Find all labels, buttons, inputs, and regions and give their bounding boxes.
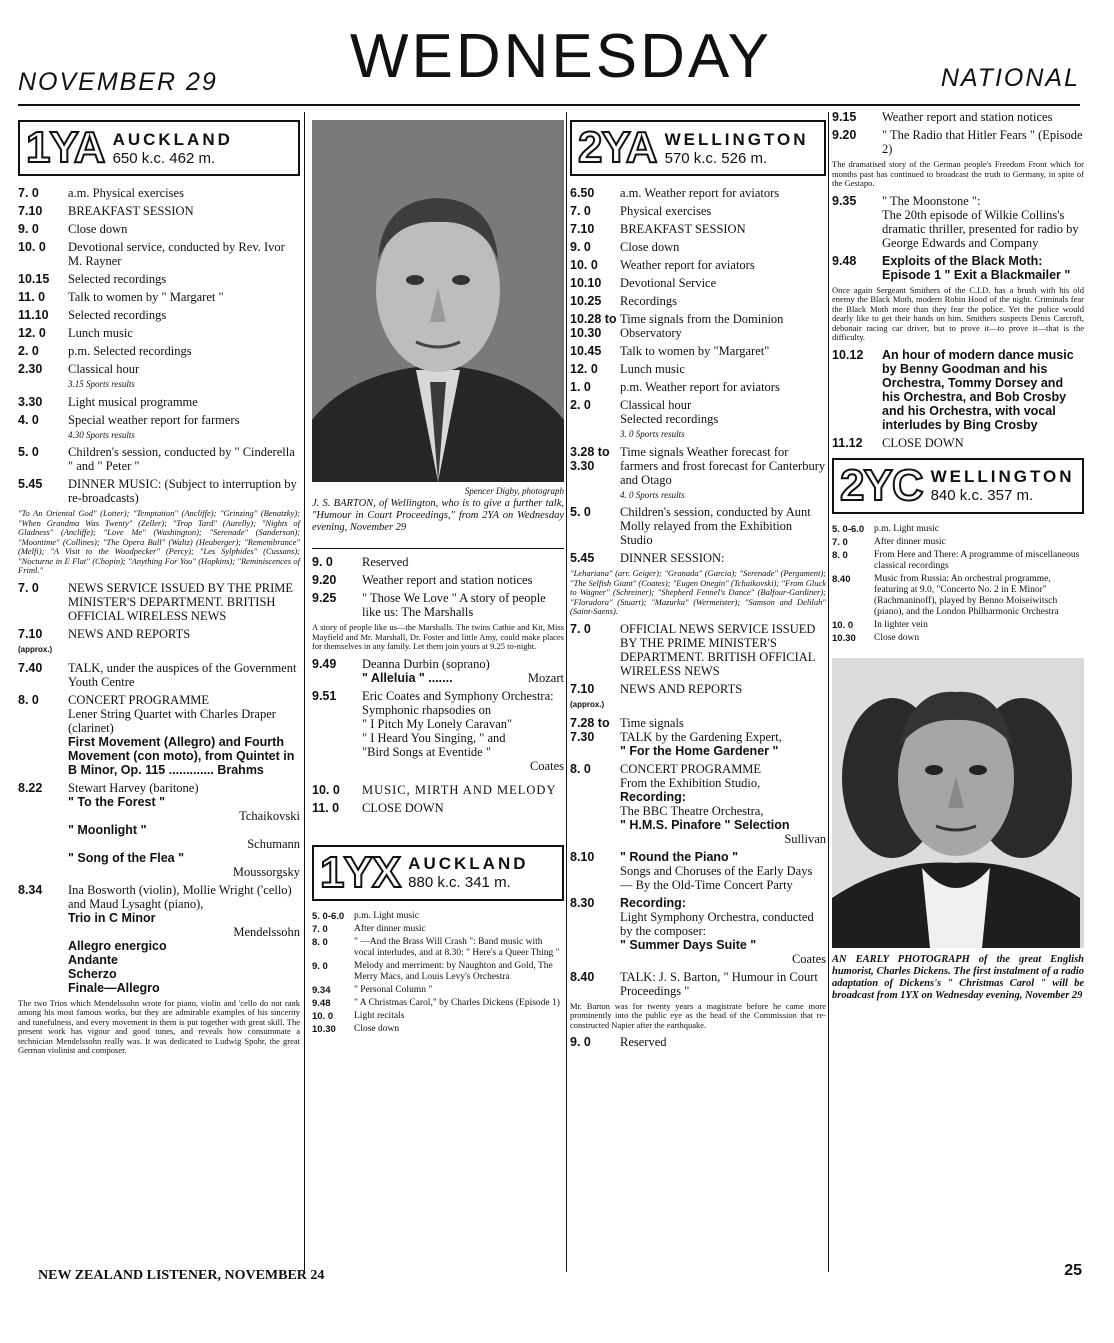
entry-time: 5. 0 bbox=[18, 445, 39, 459]
schedule-entry bbox=[18, 395, 300, 409]
entry-description: Close down bbox=[874, 632, 920, 643]
entry-time: 9.34 bbox=[312, 984, 331, 996]
schedule-entry: 8.30 Recording: Light Symphony Orchestra, conducted by the composer: " Summer Days Suite " Coates bbox=[570, 895, 826, 966]
entry-time: 9.25 bbox=[312, 591, 337, 605]
footer-publication: NEW ZEALAND LISTENER, NOVEMBER 24 bbox=[38, 1268, 325, 1283]
station-banner-2ya bbox=[570, 120, 826, 176]
station-frequency: 840 k.c. 357 m. bbox=[930, 487, 1034, 504]
entry-time: 11. 0 bbox=[18, 290, 46, 304]
entry-time: 9.20 bbox=[312, 573, 337, 587]
schedule-entry bbox=[570, 276, 826, 290]
entry-time: 10. 0 bbox=[570, 258, 598, 272]
entry-description: After dinner music bbox=[874, 536, 946, 547]
column-divider bbox=[304, 112, 305, 1272]
column-2ya bbox=[570, 112, 826, 1053]
schedule-entry bbox=[312, 591, 564, 619]
entry-description: Talk to women by " Margaret " bbox=[68, 290, 224, 304]
schedule-entry: 7.10 (approx.) NEWS AND REPORTS bbox=[18, 626, 191, 654]
schedule-entry: 7.40 TALK, under the auspices of the Government Youth Centre bbox=[18, 660, 297, 689]
schedule-entry: 9.49 Deanna Durbin (soprano) " Alleluia " ....... Mozart bbox=[312, 656, 564, 685]
header-day: WEDNESDAY bbox=[350, 22, 773, 91]
schedule-entry bbox=[570, 551, 826, 565]
schedule-entry bbox=[312, 1011, 564, 1022]
schedule-entry: 7. 0 OFFICIAL NEWS SERVICE ISSUED BY THE PRIME MINISTER'S DEPARTMENT. BRITISH OFFICIAL WIRELESS NEWS bbox=[570, 621, 816, 678]
entry-time: 10. 0 bbox=[18, 240, 46, 254]
entry-description: " A Christmas Carol," by Charles Dickens (Episode 1) bbox=[354, 997, 560, 1008]
header-date: NOVEMBER 29 bbox=[18, 68, 218, 96]
schedule-entry bbox=[18, 222, 300, 236]
schedule-entry bbox=[18, 477, 300, 505]
entry-description: " The Radio that Hitler Fears " (Episode 2) bbox=[882, 128, 1083, 156]
trio-note: The two Trios which Mendelssohn wrote for piano, violin and 'cello do not rank among his most famous works, but they are admirable examples of his sincerity and tunefulness, and every movement in them is put together with great skill. The present work has vigour and good tunes, and reveals how consummate a technician Mendelssohn really was. It was dedicated to Ludwig Spohr, the great German violinist and composer. bbox=[18, 997, 300, 1055]
schedule-entry: 7.28 to 7.30 Time signals TALK by the Gardening Expert, " For the Home Gardener " bbox=[570, 715, 782, 758]
entry-description: Weather report and station notices bbox=[362, 573, 533, 587]
schedule-entry bbox=[570, 240, 826, 254]
entry-description: Light musical programme bbox=[68, 394, 198, 409]
station-call-sign: 2YA bbox=[578, 123, 657, 172]
schedule-entry bbox=[832, 633, 1084, 644]
station-frequency: 650 k.c. 462 m. bbox=[112, 149, 216, 167]
entry-description: Close down bbox=[620, 240, 680, 254]
entry-description: Reserved bbox=[362, 555, 409, 569]
entry-description: p.m. Selected recordings bbox=[68, 344, 192, 358]
photo-credit: Spencer Digby, photograph bbox=[464, 486, 564, 496]
entry-time: 1. 0 bbox=[570, 380, 591, 394]
dinner-music-note: "To An Oriental God" (Lotter); "Temptation" (Ancliffe); "Grinzing" (Benatzky); "When Grandma Was Twenty" (Zeller); "Trop Tard" (Aurelly); "Nights of Gladness" (Ancliffe); "Love Me" (Washington); "Serenade" (Sanderson); "Moontime" (Collines); "The Opera Ball" (Waltz) (Heuberger); "Remembrance" (Melfi); "A Visit to the Woodpecker" (Percy); "Les Sylphides" (Cussans); "Nocturne in E Flat" (Chopin); "Anything For You" (Hopkins); "Reminiscences of Friml." bbox=[18, 508, 300, 575]
schedule-entry bbox=[312, 985, 564, 996]
entry-time: 2. 0 bbox=[18, 344, 39, 358]
entry-description: Selected recordings bbox=[68, 308, 167, 322]
schedule-entry: 9.51 Eric Coates and Symphony Orchestra: Symphonic rhapsodies on " I Pitch My Lonely Caravan" " I Heard You Singing, " and "Bird Songs at Eventide " Coates bbox=[312, 688, 564, 773]
header-network: NATIONAL bbox=[940, 64, 1080, 92]
entry-time: 8.40 bbox=[832, 573, 851, 585]
radio-hitler-note: The dramatised story of the German people's Freedom Front which for months past has continued to broadcast the truth to Germany, in spite of the Gestapo. bbox=[832, 159, 1084, 188]
schedule-entry bbox=[312, 924, 564, 935]
entry-time: 9.15 bbox=[832, 110, 857, 124]
entry-time: 10.30 bbox=[312, 1023, 336, 1035]
schedule-entry: 8. 0 CONCERT PROGRAMME From the Exhibition Studio, Recording: The BBC Theatre Orchestra, " H.M.S. Pinafore " Selection Sullivan bbox=[570, 761, 826, 846]
entry-description: a.m. Physical exercises bbox=[68, 186, 184, 200]
schedule-entry bbox=[570, 294, 826, 308]
schedule-entry bbox=[18, 240, 300, 268]
barton-note: Mr. Barton was for twenty years a magistrate before he came more prominently into the public eye as the head of the Commission that re-constructed Napier after the earthquake. bbox=[570, 1000, 826, 1030]
entry-description: p.m. Weather report for aviators bbox=[620, 380, 780, 394]
entry-time: 10. 0 bbox=[312, 1010, 334, 1022]
schedule-entry: 9.35 " The Moonstone ": The 20th episode of Wilkie Collins's dramatic thriller, presented for radio by George Edwards and Company bbox=[832, 193, 1079, 250]
schedule-entry bbox=[832, 128, 1084, 156]
entry-time: 10. 0 bbox=[832, 619, 854, 631]
schedule-list bbox=[312, 911, 564, 1035]
station-banner-1ya bbox=[18, 120, 300, 176]
photo-caption: AN EARLY PHOTOGRAPH of the great English humorist, Charles Dickens. The first instalment of a radio adaptation of Dickens's " Christmas Carol " will be broadcast from 1YX on Wednesday evening, November 29 bbox=[832, 953, 1084, 1001]
page-number: 25 bbox=[1064, 1262, 1082, 1279]
schedule-entry bbox=[832, 524, 1084, 535]
entry-time: 7.10 bbox=[18, 204, 43, 218]
schedule-entry bbox=[832, 537, 1084, 548]
entry-time: 3.30 bbox=[18, 394, 43, 409]
schedule-entry bbox=[570, 398, 826, 426]
entry-description: Close down bbox=[68, 222, 128, 236]
entry-description: Physical exercises bbox=[620, 204, 712, 218]
entry-description: Time signals from the Dominion Observatory bbox=[620, 312, 784, 340]
station-call-sign: 1YA bbox=[26, 123, 105, 172]
column-divider bbox=[566, 112, 567, 1272]
dickens-illustration bbox=[832, 658, 1080, 948]
schedule-entry bbox=[18, 204, 300, 218]
schedule-entry bbox=[18, 272, 300, 286]
schedule-entry bbox=[570, 312, 826, 340]
entry-time: 4. 0 bbox=[18, 412, 39, 427]
black-moth-note: Once again Sergeant Smithers of the C.I.D. has a brush with his old enemy the Black Moth, modern Robin Hood of the night. Criminals fear the Black Moth more than they fear the police. Yet the police would dearly like to get their hands on him. Smithers suspects Denis Carcroft, debonair racing car driver, but to prove it—to prove it—that is the difficulty. bbox=[832, 284, 1084, 342]
schedule-list bbox=[18, 186, 300, 505]
schedule-list bbox=[832, 524, 1084, 644]
entry-description: " —And the Brass Will Crash ": Band music with vocal interludes, and at 8.30: " Here's a Queer Thing " bbox=[354, 936, 560, 958]
entry-description: BREAKFAST SESSION bbox=[620, 222, 746, 236]
schedule-list bbox=[312, 555, 564, 619]
entry-description: Close down bbox=[354, 1023, 400, 1034]
entry-description: BREAKFAST SESSION bbox=[68, 204, 194, 218]
schedule-entry: 10.12 An hour of modern dance music by Benny Goodman and his Orchestra, Tommy Dorsey and his Orchestra, and Bob Crosby and his Orchestra, with vocal interludes by Bing Crosby bbox=[832, 347, 1074, 432]
station-call-sign: 1YX bbox=[320, 847, 401, 897]
schedule-entry: 11. 0 CLOSE DOWN bbox=[312, 800, 444, 815]
schedule-entry bbox=[18, 362, 300, 376]
entry-time: 12. 0 bbox=[18, 326, 46, 340]
schedule-entry bbox=[570, 258, 826, 272]
schedule-entry bbox=[18, 326, 300, 340]
entry-note: 4. 0 Sports results bbox=[620, 489, 685, 500]
schedule-entry bbox=[312, 555, 564, 569]
station-city: AUCKLAND bbox=[112, 129, 233, 149]
header-rule bbox=[18, 104, 1080, 106]
station-frequency: 880 k.c. 341 m. bbox=[408, 874, 511, 891]
schedule-entry bbox=[18, 413, 300, 427]
schedule-entry: 8.22 Stewart Harvey (baritone) " To the Forest " Tchaikovski " Moonlight " Schumann " Song of the Flea " Moussorgsky bbox=[18, 780, 300, 879]
schedule-entry: 8. 0 CONCERT PROGRAMME Lener String Quartet with Charles Draper (clarinet) First Movement (Allegro) and Fourth Movement (con moto), from Quintet in B Minor, Op. 115 ............. Brahms bbox=[18, 692, 295, 777]
schedule-entry: 10. 0 MUSIC, MIRTH AND MELODY bbox=[312, 782, 557, 797]
entry-time: 7. 0 bbox=[312, 923, 328, 935]
entry-time: 3.28 to 3.30 bbox=[570, 444, 610, 473]
marshalls-note: A story of people like us—the Marshalls. The twins Cathie and Kit, Miss Mayfield and Mr. Marshall, Dr. Foster and little Amy, could make places for themselves in any family. Let them join yours at 9.25 to-night. bbox=[312, 622, 564, 651]
schedule-entry bbox=[18, 445, 300, 473]
entry-time: 9. 0 bbox=[312, 555, 333, 569]
schedule-entry: 8.10 " Round the Piano " Songs and Choruses of the Early Days — By the Old-Time Concert Party bbox=[570, 849, 813, 892]
entry-description: Children's session, conducted by Aunt Molly relayed from the Exhibition Studio bbox=[620, 505, 811, 547]
schedule-entry: 9. 0 Reserved bbox=[570, 1035, 667, 1049]
column-4 bbox=[832, 108, 1084, 1002]
schedule-entry bbox=[312, 998, 564, 1009]
station-banner-1yx bbox=[312, 845, 564, 901]
entry-description: Melody and merriment: by Naughton and Gold, The Merry Macs, and Louis Levy's Orchestra bbox=[354, 960, 553, 982]
schedule-entry bbox=[312, 937, 564, 959]
entry-time: 7. 0 bbox=[18, 186, 39, 200]
portrait-illustration bbox=[312, 120, 564, 482]
entry-description: Children's session, conducted by " Cinderella " and " Peter " bbox=[68, 445, 295, 473]
entry-description: Devotional Service bbox=[620, 276, 717, 290]
entry-description: Light recitals bbox=[354, 1010, 405, 1021]
entry-time: 9.48 bbox=[312, 997, 331, 1009]
entry-description: Talk to women by "Margaret" bbox=[620, 344, 770, 358]
entry-time: 6.50 bbox=[570, 186, 595, 200]
schedule-entry: 7.10 (approx.) NEWS AND REPORTS bbox=[570, 681, 743, 709]
station-city: WELLINGTON bbox=[664, 129, 809, 149]
entry-description: From Here and There: A programme of miscellaneous classical recordings bbox=[874, 549, 1080, 571]
station-frequency: 570 k.c. 526 m. bbox=[664, 149, 768, 167]
portrait-photo-barton bbox=[312, 120, 564, 482]
station-city: AUCKLAND bbox=[408, 854, 529, 873]
entry-description: Recordings bbox=[620, 294, 677, 308]
entry-description: Music from Russia: An orchestral programme, featuring at 9.0, "Concerto No. 2 in E Minor" (Rachmaninoff), played by Benno Moiseiwitsch (piano), and the London Philharmonic Orchestra bbox=[874, 573, 1059, 617]
schedule-entry bbox=[312, 961, 564, 983]
entry-time: 8. 0 bbox=[832, 549, 848, 561]
entry-note: 3.15 Sports results bbox=[68, 379, 135, 389]
entry-time: 10.15 bbox=[18, 272, 50, 286]
entry-time: 10.45 bbox=[570, 344, 602, 358]
schedule-entry bbox=[832, 110, 1084, 124]
schedule-entry bbox=[570, 204, 826, 218]
schedule-entry bbox=[18, 186, 300, 200]
schedule-entry bbox=[570, 186, 826, 200]
portrait-photo-dickens bbox=[832, 658, 1084, 948]
entry-time: 7. 0 bbox=[832, 536, 848, 548]
schedule-entry: 7. 0 NEWS SERVICE ISSUED BY THE PRIME MINISTER'S DEPARTMENT. BRITISH OFFICIAL WIRELESS NEWS bbox=[18, 580, 294, 623]
entry-time: 9.20 bbox=[832, 128, 857, 142]
schedule-entry bbox=[832, 620, 1084, 631]
station-city: WELLINGTON bbox=[930, 467, 1075, 486]
entry-time: 5.45 bbox=[570, 551, 595, 565]
schedule-entry: 8.34 Ina Bosworth (violin), Mollie Wright ('cello) and Maud Lysaght (piano), Trio in C Minor Mendelssohn Allegro energico Andante Scherzo Finale—Allegro bbox=[18, 882, 300, 995]
entry-description: Classical hour Selected recordings bbox=[620, 398, 719, 426]
entry-description: Lunch music bbox=[68, 326, 133, 340]
schedule-entry bbox=[570, 445, 826, 487]
schedule-entry: 11.12 CLOSE DOWN bbox=[832, 435, 964, 450]
schedule-entry bbox=[570, 505, 826, 547]
entry-description: DINNER SESSION: bbox=[620, 551, 725, 565]
schedule-entry bbox=[570, 380, 826, 394]
photo-caption: J. S. BARTON, of Wellington, who is to give a further talk, "Humour in Court Proceedings," from 2YA on Wednesday evening, November 29 bbox=[312, 498, 564, 533]
schedule-entry bbox=[570, 222, 826, 236]
entry-time: 2.30 bbox=[18, 362, 43, 376]
entry-time: 8. 0 bbox=[312, 936, 328, 948]
station-call-sign: 2YC bbox=[840, 460, 923, 510]
entry-time: 2. 0 bbox=[570, 398, 591, 412]
schedule-entry bbox=[312, 573, 564, 587]
entry-description: DINNER MUSIC: (Subject to interruption by re-broadcasts) bbox=[68, 477, 297, 505]
entry-time: 5. 0-6.0 bbox=[832, 523, 865, 535]
divider bbox=[312, 548, 564, 549]
schedule-entry: 8.40 TALK: J. S. Barton, " Humour in Court Proceedings " bbox=[570, 969, 818, 998]
entry-description: p.m. Light music bbox=[354, 910, 419, 921]
schedule-entry bbox=[832, 550, 1084, 572]
schedule-entry bbox=[18, 290, 300, 304]
entry-description: After dinner music bbox=[354, 923, 426, 934]
entry-description: " Personal Column " bbox=[354, 984, 433, 995]
entry-description: Special weather report for farmers bbox=[68, 412, 240, 427]
entry-time: 10.10 bbox=[570, 276, 602, 290]
entry-description: Lunch music bbox=[620, 362, 685, 376]
schedule-entry bbox=[832, 574, 1084, 618]
entry-time: 10.25 bbox=[570, 294, 602, 308]
entry-description: p.m. Light music bbox=[874, 523, 939, 534]
schedule-entry bbox=[312, 1024, 564, 1035]
schedule-entry bbox=[312, 911, 564, 922]
entry-description: a.m. Weather report for aviators bbox=[620, 186, 780, 200]
dinner-session-note: "Lehariana" (arr. Geiger); "Granada" (Garcia); "Serenade" (Pergament); "The Selfish Giant" (Coates); "Eugen Onegin" (Tchaikovski); "From Gluck to Wagner" (Schreiner); "Shepherd Fennel's Dance" (Balfour-Gardiner); "Floradora" (Stuart); "Mazurka" (Wermeister); "Samson and Delilah" (Saint-Saens). bbox=[570, 568, 826, 616]
entry-note: 3. 0 Sports results bbox=[620, 429, 685, 439]
station-banner-2yc bbox=[832, 458, 1084, 514]
schedule-entry bbox=[570, 362, 826, 376]
column-2 bbox=[312, 112, 564, 1037]
column-divider bbox=[828, 112, 829, 1272]
schedule-list bbox=[832, 110, 1084, 156]
entry-description: In lighter vein bbox=[874, 619, 928, 630]
entry-time: 7. 0 bbox=[570, 204, 591, 218]
entry-time: 9. 0 bbox=[18, 222, 39, 236]
column-1ya bbox=[18, 112, 300, 1061]
entry-description: Time signals Weather forecast for farmers and frost forecast for Canterbury and Otago bbox=[620, 444, 826, 487]
entry-description: Devotional service, conducted by Rev. Ivor M. Rayner bbox=[68, 240, 285, 268]
entry-time: 9. 0 bbox=[570, 240, 591, 254]
entry-description: " Those We Love " A story of people like us: The Marshalls bbox=[362, 591, 546, 619]
schedule-list bbox=[570, 186, 826, 565]
entry-time: 5. 0 bbox=[570, 505, 591, 519]
entry-description: Weather report and station notices bbox=[882, 110, 1053, 124]
entry-note: 4.30 Sports results bbox=[68, 429, 135, 440]
entry-time: 9. 0 bbox=[312, 960, 328, 972]
entry-time: 11.10 bbox=[18, 308, 49, 322]
entry-time: 5. 0-6.0 bbox=[312, 910, 345, 922]
schedule-entry bbox=[570, 344, 826, 358]
schedule-entry: 9.48 Exploits of the Black Moth: Episode 1 " Exit a Blackmailer " bbox=[832, 253, 1071, 282]
entry-time: 10.28 to 10.30 bbox=[570, 312, 617, 340]
entry-time: 7.10 bbox=[570, 222, 595, 236]
entry-description: Classical hour bbox=[68, 362, 140, 376]
entry-description: Weather report for aviators bbox=[620, 258, 755, 272]
entry-time: 10.30 bbox=[832, 632, 856, 644]
schedule-entry bbox=[18, 308, 300, 322]
schedule-entry bbox=[18, 344, 300, 358]
entry-time: 12. 0 bbox=[570, 362, 598, 376]
entry-description: Selected recordings bbox=[68, 272, 167, 286]
entry-time: 5.45 bbox=[18, 477, 43, 491]
